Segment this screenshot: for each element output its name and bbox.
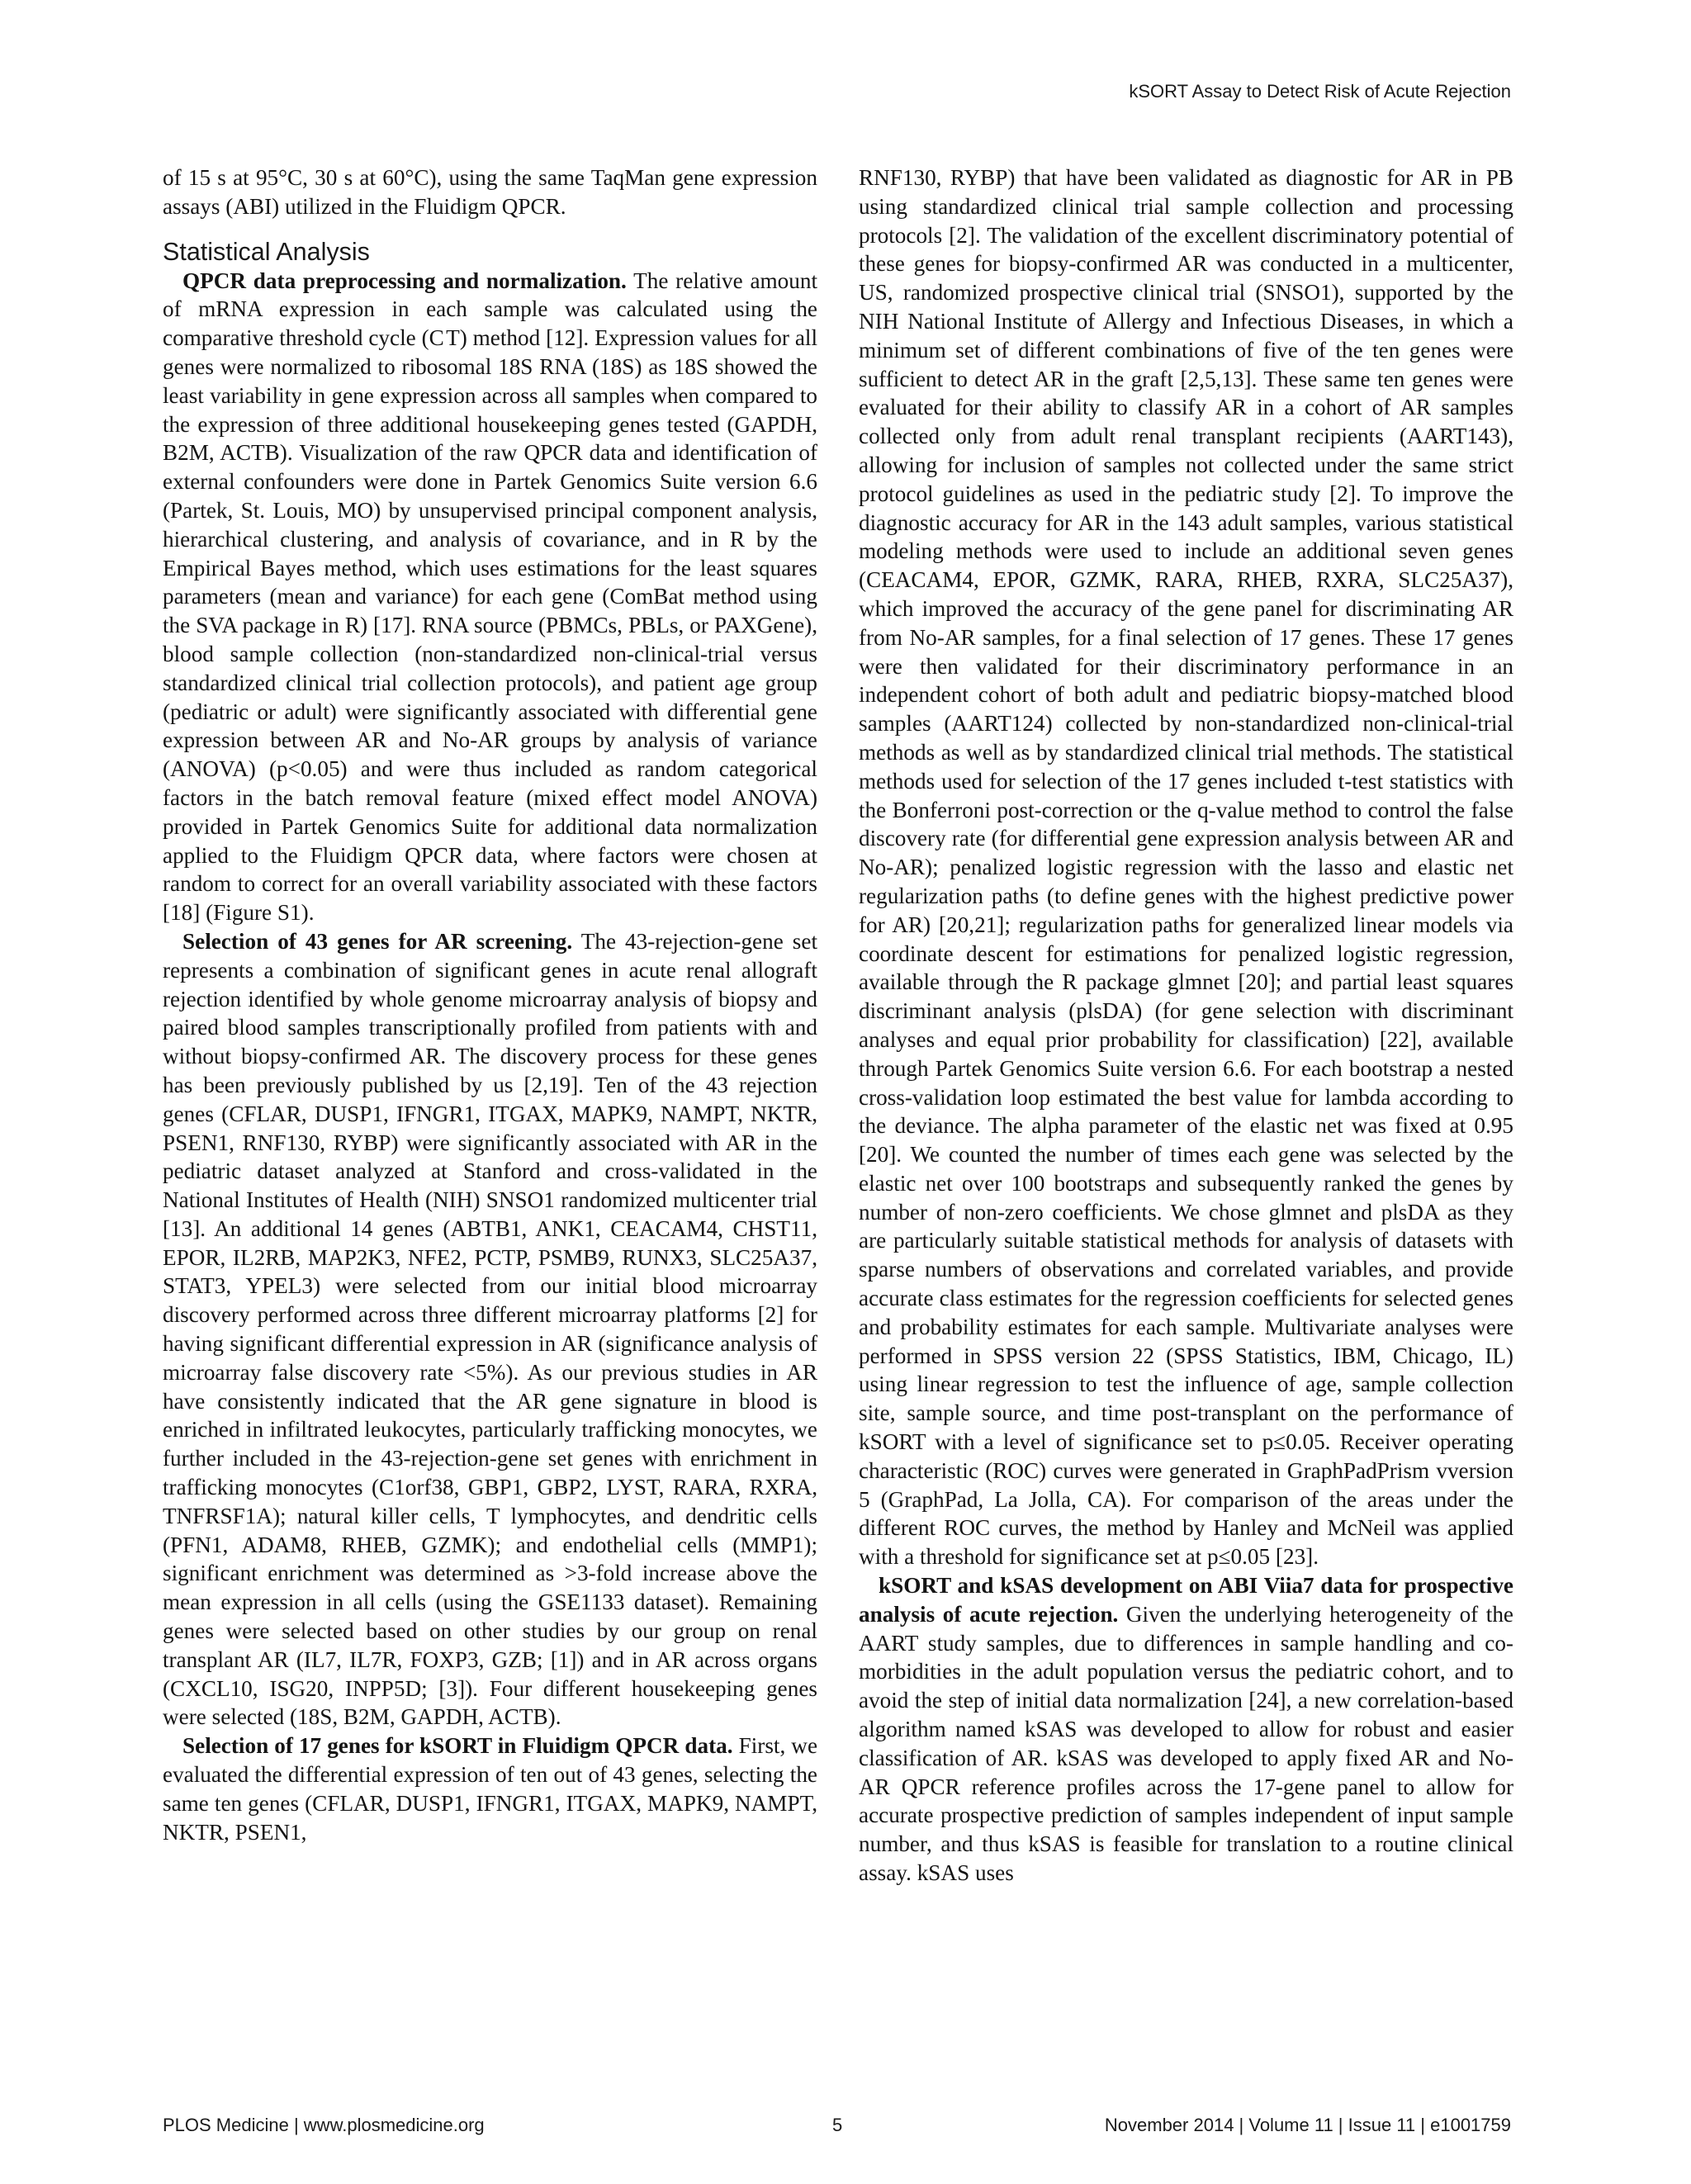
body-paragraph	[163, 927, 817, 1732]
body-paragraph	[163, 267, 817, 927]
section-heading: Statistical Analysis	[163, 237, 370, 266]
body-paragraph	[163, 1732, 817, 1846]
right-column	[859, 163, 1513, 1888]
paragraph-body: The 43-rejection-gene set represents a combination of significant genes in acute renal allograft rejection identified by whole genome microarray analysis of biopsy and paired blood samples transcriptionally profiled from patients with and without biopsy-confirmed AR. The discovery process for these genes has been previously published by us [2,19]. Ten of the 43 rejection genes (CFLAR, DUSP1, IFNGR1, ITGAX, MAPK9, NAMPT, NKTR, PSEN1, RNF130, RYBP) were significantly associated with AR in the pediatric dataset analyzed at Stanford and cross-validated in the National Institutes of Health (NIH) SNSO1 randomized multicenter trial [13]. An additional 14 genes (ABTB1, ANK1, CEACAM4, CHST11, EPOR, IL2RB, MAP2K3, NFE2, PCTP, PSMB9, RUNX3, SLC25A37, STAT3, YPEL3) were selected from our initial blood microarray discovery performed across three different microarray platforms [2] for having significant differential expression in AR (significance analysis of microarray false discovery rate <5%). As our previous studies in AR have consistently indicated that the AR gene signature in blood is enriched in infiltrated leukocytes, particularly trafficking monocytes, we further included in the 43-rejection-gene set genes with enrichment in trafficking monocytes (C1orf38, GBP1, GBP2, LYST, RARA, RXRA, TNFRSF1A); natural killer cells, T lymphocytes, and dendritic cells (PFN1, ADAM8, RHEB, GZMK); and endothelial cells (MMP1); significant enrichment was determined as >3-fold increase above the mean expression in all cells (using the GSE1133 dataset). Remaining genes were selected based on other studies by our group on renal transplant AR (IL7, IL7R, FOXP3, GZB; [1]) and in AR across organs (CXCL10, ISG20, INPP5D; [3]). Four different housekeeping genes were selected (18S, B2M, GAPDH, ACTB).	[163, 928, 817, 1730]
paragraph-heading: kSORT and kSAS development on ABI Viia7 data for prospective analysis of acute rejection.	[859, 1573, 1513, 1627]
paragraph-body: First, we evaluated the differential expression of ten out of 43 genes, selecting the same ten genes (CFLAR, DUSP1, IFNGR1, ITGAX, MAPK9, NAMPT, NKTR, PSEN1,	[163, 1733, 818, 1845]
body-paragraph: of 15 s at 95°C, 30 s at 60°C), using the same TaqMan gene expression assays (ABI) utilized in the Fluidigm QPCR.	[163, 165, 817, 219]
body-paragraph: RNF130, RYBP) that have been validated as diagnostic for AR in PB using standardized clinical trial sample collection and processing protocols [2]. The validation of the excellent discriminatory potential of these genes for biopsy-confirmed AR was conducted in a multicenter, US, randomized prospective clinical trial (SNSO1), supported by the NIH National Institute of Allergy and Infectious Diseases, in which a minimum set of different combinations of five of the ten genes were sufficient to detect AR in the graft [2,5,13]. These same ten genes were evaluated for their ability to classify AR in a cohort of AR samples collected only from adult renal transplant recipients (AART143), allowing for inclusion of samples not collected under the same strict protocol guidelines as used in the pediatric study [2]. To improve the diagnostic accuracy for AR in the 143 adult samples, various statistical modeling methods were used to include an additional seven genes (CEACAM4, EPOR, GZMK, RARA, RHEB, RXRA, SLC25A37), which improved the accuracy of the gene panel for discriminating AR from No-AR samples, for a final selection of 17 genes. These 17 genes were then validated for their discriminatory performance in an independent cohort of both adult and pediatric biopsy-matched blood samples (AART124) collected by non-standardized non-clinical-trial methods as well as by standardized clinical trial methods. The statistical methods used for selection of the 17 genes included t-test statistics with the Bonferroni post-correction or the q-value method to control the false discovery rate (for differential gene expression analysis between AR and No-AR); penalized logistic regression with the lasso and elastic net regularization paths (to define genes with the highest predictive power for AR) [20,21]; regularization paths for generalized linear models via coordinate descent for estimations for penalized logistic regression, available through the R package glmnet [20]; and partial least squares discriminant analysis (plsDA) (for gene selection with discriminant analyses and equal prior probability for classification) [22], available through Partek Genomics Suite version 6.6. For each bootstrap a nested cross-validation loop estimated the best value for lambda according to the deviance. The alpha parameter of the elastic net was fixed at 0.95 [20]. We counted the number of times each gene was selected by the elastic net over 100 bootstraps and subsequently ranked the genes by number of non-zero coefficients. We chose glmnet and plsDA as they are particularly suitable statistical methods for analysis of datasets with sparse numbers of observations and correlated variables, and provide accurate class estimates for the regression coefficients for selected genes and probability estimates for each sample. Multivariate analyses were performed in SPSS version 22 (SPSS Statistics, IBM, Chicago, IL) using linear regression to test the influence of age, sample collection site, sample source, and time post-transplant on the performance of kSORT with a level of significance set to p≤0.05. Receiver operating characteristic (ROC) curves were generated in GraphPadPrism vversion 5 (GraphPad, La Jolla, CA). For comparison of the areas under the different ROC curves, the method by Hanley and McNeil was applied with a threshold for significance set at p≤0.05 [23].	[859, 165, 1513, 1570]
paragraph-body: Given the underlying heterogeneity of the AART study samples, due to differences in sample handling and co-morbidities in the adult population versus the pediatric cohort, and to avoid the step of initial data normalization [24], a new correlation-based algorithm named kSAS was developed to allow for robust and easier classification of AR. kSAS was developed to apply fixed AR and No-AR QPCR reference profiles across the 17-gene panel to allow for accurate prospective prediction of samples independent of input sample number, and thus kSAS is feasible for translation to a routine clinical assay. kSAS uses	[859, 1601, 1513, 1886]
footer-journal: PLOS Medicine | www.plosmedicine.org	[163, 2115, 485, 2135]
body-paragraph	[859, 1571, 1513, 1888]
paragraph-body: The relative amount of mRNA expression in each sample was calculated using the comparative threshold cycle (C T) method [12]. Expression values for all genes were normalized to ribosomal 18S RNA (18S) as 18S showed the least variability in gene expression across all samples when compared to the expression of three additional housekeeping genes tested (GAPDH, B2M, ACTB). Visualization of the raw QPCR data and identification of external confounders were done in Partek Genomics Suite version 6.6 (Partek, St. Louis, MO) by unsupervised principal component analysis, hierarchical clustering, and analysis of covariance, and in R by the Empirical Bayes method, which uses estimations for the least squares parameters (mean and variance) for each gene (ComBat method using the SVA package in R) [17]. RNA source (PBMCs, PBLs, or PAXGene), blood sample collection (non-standardized non-clinical-trial versus standardized clinical trial collection protocols), and patient age group (pediatric or adult) were significantly associated with differential gene expression between AR and No-AR groups by analysis of variance (ANOVA) (p<0.05) and were thus included as random categorical factors in the batch removal feature (mixed effect model ANOVA) provided in Partek Genomics Suite for additional data normalization applied to the Fluidigm QPCR data, where factors were chosen at random to correct for an overall variability associated with these factors [18] (Figure S1).	[163, 268, 817, 926]
paragraph-heading: Selection of 17 genes for kSORT in Fluidigm QPCR data.	[182, 1733, 733, 1759]
page-number: 5	[832, 2115, 843, 2135]
running-title: kSORT Assay to Detect Risk of Acute Rejection	[1129, 81, 1511, 102]
left-column	[163, 163, 817, 1846]
paragraph-heading: Selection of 43 genes for AR screening.	[182, 928, 573, 954]
paragraph-heading: QPCR data preprocessing and normalization.	[182, 268, 627, 293]
footer-issue: November 2014 | Volume 11 | Issue 11 | e1001759	[1104, 2115, 1511, 2135]
